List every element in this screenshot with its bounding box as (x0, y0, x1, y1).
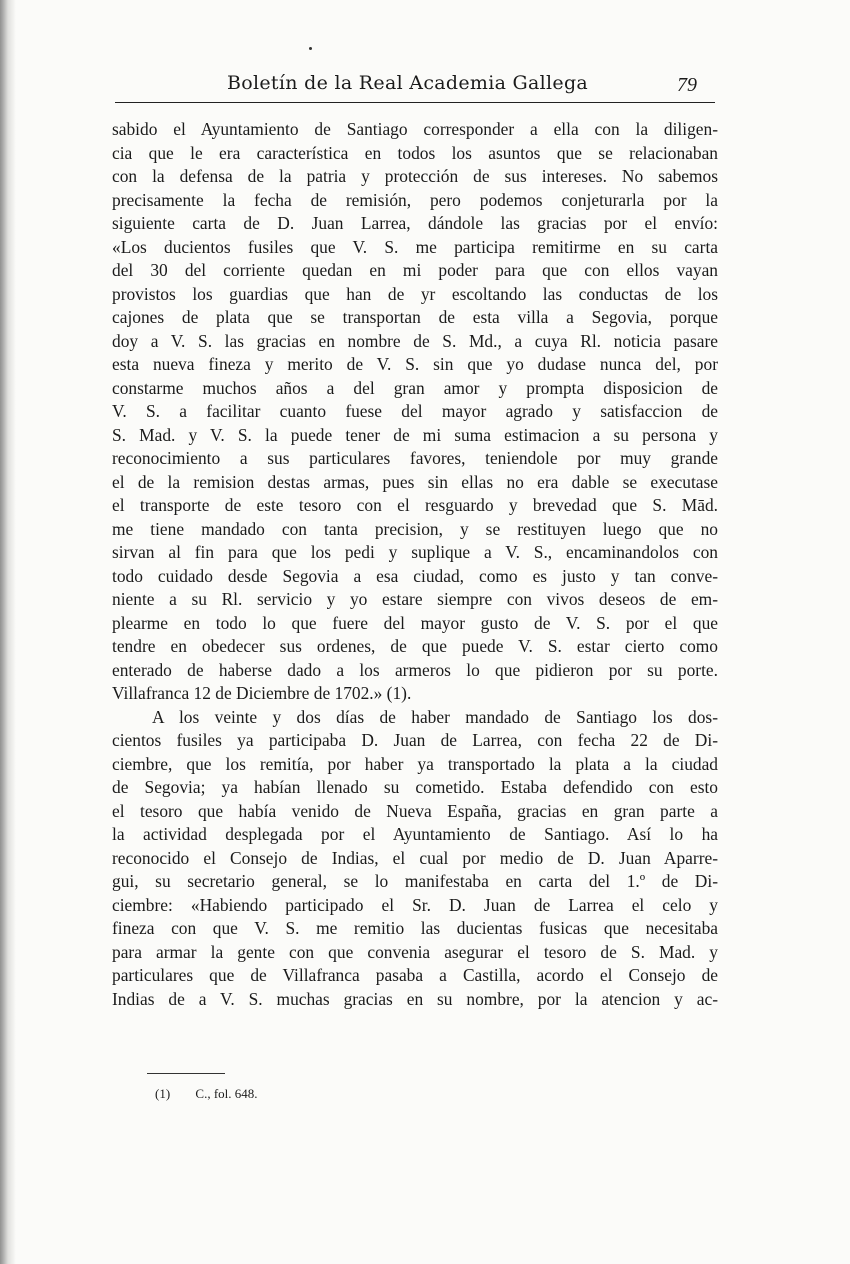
page-number: 79 (677, 74, 697, 96)
footnote-rule (147, 1073, 225, 1074)
running-title: Boletín de la Real Academia Gallega (227, 72, 589, 94)
text-line: Villafranca 12 de Diciembre de 1702.» (1). (112, 683, 412, 703)
body-text (112, 118, 718, 1011)
text-line: sirvan al fin para que los pedi y suplique a V. S., encaminandolos con (112, 542, 718, 562)
footnote-text: C., fol. 648. (195, 1086, 258, 1101)
text-line: fineza con que V. S. me remitio las ducientas fusicas que necesitaba (112, 918, 718, 938)
text-line: doy a V. S. las gracias en nombre de S. Md., a cuya Rl. noticia pasare (112, 330, 718, 351)
text-line: ciembre: «Habiendo participado el Sr. D. Juan de Larrea el celo y (112, 894, 718, 915)
text-line: siguiente carta de D. Juan Larrea, dándole las gracias por el envío: (112, 213, 718, 233)
text-line: cia que le era característica en todos los asuntos que se relacionaban (112, 142, 718, 163)
text-line: provistos los guardias que han de yr escoltando las conductas de los (112, 283, 718, 304)
text-line: constarme muchos años a del gran amor y prompta disposicion de (112, 377, 718, 398)
text-line: S. Mad. y V. S. la puede tener de mi suma estimacion a su persona y (112, 424, 718, 445)
text-line: el de la remision destas armas, pues sin ellas no era dable se executase (112, 471, 718, 492)
text-line: reconocido el Consejo de Indias, el cual por medio de D. Juan Aparre- (112, 847, 718, 868)
text-line: me tiene mandado con tanta precision, y se restituyen luego que no (112, 518, 718, 539)
text-line: Indias de a V. S. muchas gracias en su nombre, por la atencion y ac- (112, 988, 718, 1009)
text-line: de Segovia; ya habían llenado su cometido. Estaba defendido con esto (112, 777, 718, 797)
footnote-mark: (1) (155, 1086, 171, 1101)
text-line: tendre en obedecer sus ordenes, de que puede V. S. estar cierto como (112, 636, 718, 656)
text-line: plearme en todo lo que fuere del mayor gusto de V. S. por el que (112, 612, 718, 633)
text-line: cientos fusiles ya participaba D. Juan de Larrea, con fecha 22 de Di- (112, 730, 718, 750)
header-rule (115, 102, 715, 103)
text-line: reconocimiento a sus particulares favores, teniendole por muy grande (112, 448, 718, 468)
footnote (155, 1086, 258, 1102)
text-line: particulares que de Villafranca pasaba a Castilla, acordo el Consejo de (112, 965, 718, 985)
text-line: todo cuidado desde Segovia a esa ciudad, como es justo y tan conve- (112, 565, 718, 586)
page-binding-edge (0, 0, 16, 1264)
text-line: sabido el Ayuntamiento de Santiago corresponder a ella con la diligen- (112, 119, 718, 139)
text-line: para armar la gente con que convenia asegurar el tesoro de S. Mad. y (112, 941, 718, 962)
text-line: del 30 del corriente quedan en mi poder para que con ellos vayan (112, 260, 718, 280)
text-line: V. S. a facilitar cuanto fuese del mayor agrado y satisfaccion de (112, 401, 718, 421)
text-line: ciembre, que los remitía, por haber ya transportado la plata a la ciudad (112, 753, 718, 774)
text-line: niente a su Rl. servicio y yo estare siempre con vivos deseos de em- (112, 589, 718, 609)
scan-speck (309, 47, 312, 50)
text-line: cajones de plata que se transportan de esta villa a Segovia, porque (112, 307, 718, 327)
text-line: con la defensa de la patria y protección de sus intereses. No sabemos (112, 166, 718, 186)
text-line: la actividad desplegada por el Ayuntamiento de Santiago. Así lo ha (112, 824, 718, 844)
running-head (115, 72, 715, 102)
text-line: el transporte de este tesoro con el resguardo y brevedad que S. Mād. (112, 495, 718, 515)
text-line: «Los ducientos fusiles que V. S. me participa remitirme en su carta (112, 236, 718, 257)
text-line: gui, su secretario general, se lo manifestaba en carta del 1.º de Di- (112, 871, 718, 891)
text-line: A los veinte y dos días de haber mandado de Santiago los dos- (152, 706, 718, 727)
text-line: el tesoro que había venido de Nueva España, gracias en gran parte a (112, 800, 718, 821)
text-line: precisamente la fecha de remisión, pero podemos conjeturarla por la (112, 189, 718, 210)
text-line: esta nueva fineza y merito de V. S. sin que yo dudase nunca del, por (112, 354, 718, 374)
text-line: enterado de haberse dado a los armeros lo que pidieron por su porte. (112, 659, 718, 680)
